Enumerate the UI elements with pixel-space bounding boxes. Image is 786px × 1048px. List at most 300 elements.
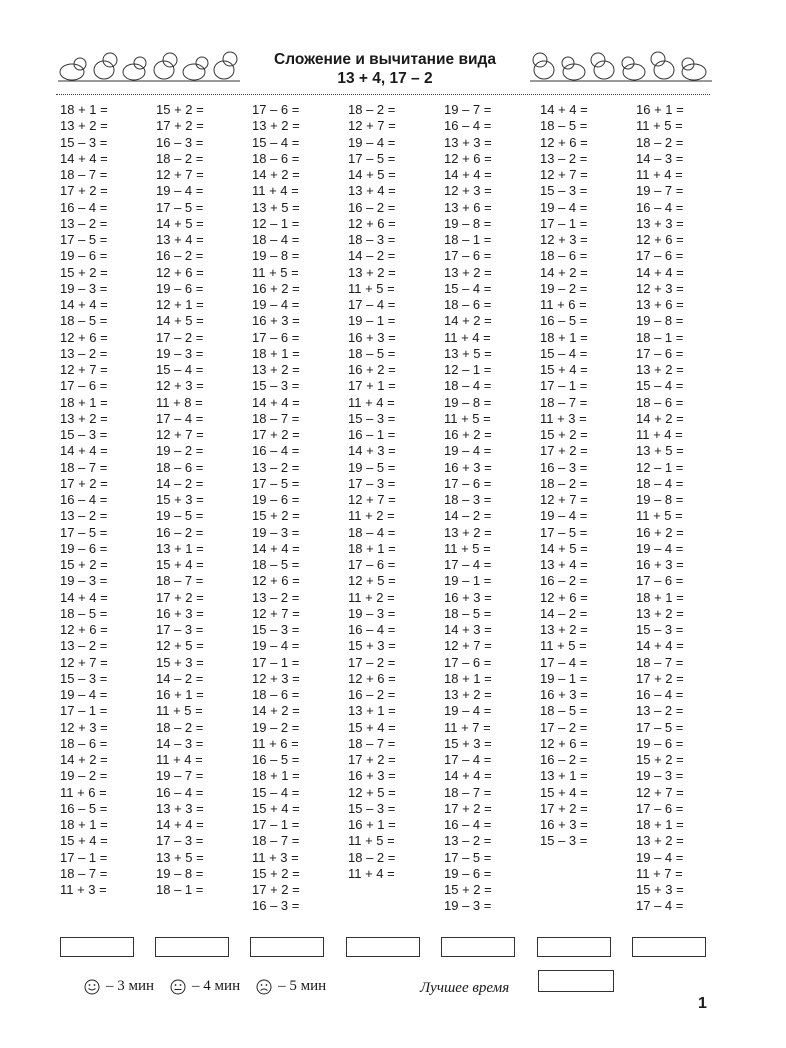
exercise-item: 17 – 6 = [444, 248, 492, 264]
exercise-column [252, 102, 348, 915]
exercise-item: 11 + 5 = [252, 264, 299, 280]
exercise-column [348, 102, 444, 915]
exercise-item: 15 + 2 = [252, 508, 300, 524]
exercise-item: 18 – 5 = [444, 605, 492, 621]
exercise-item: 12 + 6 = [252, 573, 300, 589]
exercise-item: 18 – 4 = [252, 232, 300, 247]
exercise-item: 17 – 5 = [540, 524, 588, 540]
exercise-item: 17 – 1 = [60, 703, 108, 719]
exercise-item: 19 – 6 = [60, 540, 108, 556]
exercise-item: 12 + 1 = [156, 297, 204, 312]
exercise-item: 13 + 2 = [444, 687, 492, 702]
sad-face-icon [256, 979, 272, 995]
exercise-item: 11 + 2 = [348, 508, 395, 524]
legend-text: – 4 мин [192, 978, 241, 994]
exercise-item: 13 – 2 = [252, 459, 300, 475]
exercise-item: 13 – 2 = [60, 345, 108, 361]
exercise-item: 18 – 2 = [348, 849, 396, 865]
score-box[interactable] [537, 937, 611, 957]
exercise-item: 19 – 3 = [252, 524, 300, 540]
cartoon-animals-border-icon [56, 48, 242, 84]
exercise-item: 16 – 2 = [348, 687, 396, 702]
exercise-item: 13 + 1 = [348, 703, 396, 719]
exercise-item: 19 – 2 = [60, 768, 108, 784]
exercise-item: 14 + 2 = [540, 264, 588, 280]
exercise-item: 13 – 2 = [60, 638, 108, 654]
exercise-item: 11 + 5 = [444, 540, 491, 556]
exercise-item: 18 – 1 = [156, 882, 204, 897]
exercise-item: 19 – 8 = [636, 492, 684, 507]
exercise-item: 16 – 4 = [156, 784, 204, 800]
exercise-item: 14 – 2 = [444, 508, 492, 524]
exercise-item: 18 – 3 = [348, 232, 396, 247]
exercise-item: 15 + 2 = [252, 865, 300, 881]
exercise-item: 19 – 6 = [636, 735, 684, 751]
exercise-item: 15 – 3 = [348, 410, 396, 426]
exercise-item: 11 + 4 = [444, 329, 491, 345]
exercise-item: 15 + 4 = [252, 800, 300, 816]
exercise-item: 14 + 4 = [444, 167, 492, 182]
exercise-item: 13 + 3 = [636, 215, 684, 231]
exercise-item: 13 + 2 = [636, 833, 684, 849]
exercise-item: 13 + 2 = [60, 118, 108, 134]
exercise-item: 12 – 1 = [636, 459, 684, 475]
exercise-item: 12 + 6 = [540, 134, 588, 150]
exercise-item: 12 + 7 = [444, 638, 492, 654]
exercise-item: 12 – 1 = [252, 215, 300, 231]
exercise-item: 12 + 5 = [156, 638, 204, 654]
exercise-item: 19 – 2 = [156, 443, 204, 459]
exercise-item: 17 + 2 = [252, 427, 300, 442]
cartoon-animals-border-icon [528, 48, 714, 84]
exercise-item: 13 + 4 = [348, 183, 396, 199]
exercise-item: 18 – 7 = [156, 573, 204, 589]
exercise-item: 17 – 1 = [540, 215, 588, 231]
exercise-item: 19 – 4 = [252, 297, 300, 312]
exercise-item: 16 – 3 = [540, 459, 588, 475]
exercise-item: 16 + 1 = [348, 817, 396, 832]
exercise-item: 17 + 2 = [60, 475, 108, 491]
exercise-item: 17 – 2 = [540, 719, 588, 735]
exercise-item: 17 + 1 = [348, 378, 396, 394]
exercise-item: 12 + 7 = [252, 605, 300, 621]
exercise-item: 18 – 5 = [540, 703, 588, 719]
exercise-item: 13 + 5 = [156, 849, 204, 865]
page-number: 1 [698, 995, 707, 1012]
exercise-item: 11 + 2 = [348, 589, 395, 605]
exercise-item: 15 + 3 = [348, 638, 396, 654]
exercise-item: 16 – 2 = [156, 248, 204, 264]
exercise-item: 17 – 5 = [156, 199, 204, 215]
exercise-item: 13 + 4 = [156, 232, 204, 247]
exercise-item: 13 + 2 = [444, 524, 492, 540]
exercise-item: 11 + 5 = [636, 118, 683, 134]
exercise-item: 12 + 7 = [540, 492, 588, 507]
exercise-item: 19 – 2 = [252, 719, 300, 735]
exercise-item: 18 – 2 = [156, 719, 204, 735]
exercise-item: 17 + 2 = [156, 589, 204, 605]
exercise-item: 18 + 1 = [252, 768, 300, 784]
exercise-item: 15 + 3 = [444, 735, 492, 751]
exercise-item: 19 – 3 = [60, 573, 108, 589]
exercise-item: 18 – 4 = [636, 475, 684, 491]
exercise-item: 19 – 4 = [444, 703, 492, 719]
exercise-item: 11 + 6 = [60, 784, 107, 800]
exercise-item: 12 + 3 = [60, 719, 108, 735]
exercise-item: 19 – 5 = [156, 508, 204, 524]
exercise-item: 14 + 5 = [156, 215, 204, 231]
exercise-item: 17 – 1 = [540, 378, 588, 394]
exercise-item: 18 + 1 = [348, 540, 396, 556]
exercise-item: 16 + 3 = [348, 768, 396, 784]
exercise-item: 19 – 8 = [444, 394, 492, 410]
exercise-item: 16 – 1 = [348, 427, 396, 442]
exercise-item: 18 – 4 = [348, 524, 396, 540]
exercise-item: 18 – 7 = [540, 394, 588, 410]
exercise-item: 17 – 2 = [156, 329, 204, 345]
exercise-item: 15 – 3 = [252, 622, 300, 637]
exercise-item: 11 + 6 = [252, 735, 299, 751]
exercise-item: 15 – 4 = [252, 134, 300, 150]
exercise-item: 18 – 5 = [540, 118, 588, 134]
exercise-item: 13 – 2 = [636, 703, 684, 719]
exercise-item: 14 + 4 = [636, 638, 684, 654]
exercise-item: 18 – 7 = [252, 410, 300, 426]
exercise-item: 19 – 1 = [540, 670, 588, 686]
exercise-item: 19 – 4 = [636, 540, 684, 556]
exercise-item: 16 – 5 = [60, 800, 108, 816]
exercise-item: 18 – 2 = [348, 102, 396, 117]
exercise-item: 16 – 4 = [444, 118, 492, 134]
exercise-item: 14 + 4 = [60, 150, 108, 166]
score-box[interactable] [441, 937, 515, 957]
page-header [0, 40, 786, 96]
exercise-item: 16 – 4 = [60, 199, 108, 215]
exercise-item: 12 + 5 = [348, 784, 396, 800]
exercise-item: 19 – 4 = [540, 508, 588, 524]
exercise-item: 17 + 2 = [252, 882, 300, 897]
exercise-item: 17 – 1 = [60, 849, 108, 865]
score-box[interactable] [155, 937, 229, 957]
exercise-item: 11 + 5 = [156, 703, 203, 719]
exercise-item: 19 – 1 = [348, 313, 396, 329]
exercise-item: 17 – 1 = [252, 654, 300, 670]
exercise-item: 17 – 1 = [252, 817, 300, 832]
exercise-item: 11 + 7 = [636, 865, 683, 881]
exercise-item: 19 – 6 = [444, 865, 492, 881]
exercise-column [156, 102, 252, 915]
exercise-item: 11 + 5 = [348, 833, 395, 849]
exercise-item: 17 + 2 = [636, 670, 684, 686]
exercise-item: 14 – 3 = [636, 150, 684, 166]
exercise-item: 12 + 3 = [540, 232, 588, 247]
exercise-item: 19 – 6 = [60, 248, 108, 264]
exercise-item: 15 + 4 = [60, 833, 108, 849]
exercise-item: 11 + 5 = [348, 280, 395, 296]
exercise-item: 15 + 2 = [540, 427, 588, 442]
exercise-item: 15 – 4 = [444, 280, 492, 296]
best-time-label: Лучшее время [420, 980, 510, 996]
exercise-item: 17 – 6 = [348, 557, 396, 572]
exercise-item: 12 + 7 = [348, 492, 396, 507]
exercise-item: 15 – 3 = [636, 622, 684, 637]
exercise-item: 19 – 8 = [636, 313, 684, 329]
exercise-item: 17 – 6 = [636, 345, 684, 361]
exercise-item: 15 – 4 = [540, 345, 588, 361]
legend-text: – 5 мин [278, 978, 327, 994]
exercise-item: 12 + 6 = [156, 264, 204, 280]
exercise-item: 18 – 1 = [444, 232, 492, 247]
exercise-item: 13 + 4 = [540, 557, 588, 572]
score-box[interactable] [346, 937, 420, 957]
exercise-item: 15 + 2 = [60, 264, 108, 280]
exercise-item: 12 + 6 = [540, 589, 588, 605]
exercise-item: 12 + 6 = [636, 232, 684, 247]
exercise-item: 13 – 2 = [60, 215, 108, 231]
exercise-item: 15 + 4 = [540, 362, 588, 377]
exercise-item: 11 + 3 = [252, 849, 299, 865]
exercise-item: 18 – 2 = [636, 134, 684, 150]
exercise-item: 17 – 5 = [444, 849, 492, 865]
exercise-item: 18 – 7 = [60, 865, 108, 881]
exercise-item: 11 + 3 = [60, 882, 107, 897]
exercise-grid [60, 102, 710, 915]
exercise-item: 18 + 1 = [636, 817, 684, 832]
score-box[interactable] [250, 937, 324, 957]
exercise-item: 12 + 6 = [348, 215, 396, 231]
exercise-item: 17 – 4 = [444, 557, 492, 572]
exercise-item: 16 + 2 = [348, 362, 396, 377]
exercise-item: 16 + 3 = [348, 329, 396, 345]
exercise-item: 19 – 3 = [348, 605, 396, 621]
exercise-item: 17 – 5 = [60, 524, 108, 540]
exercise-item: 11 + 4 = [636, 167, 683, 182]
exercise-item: 17 – 3 = [156, 833, 204, 849]
exercise-item: 18 + 1 = [60, 394, 108, 410]
legend-item [84, 978, 154, 995]
exercise-item: 11 + 8 = [156, 394, 203, 410]
exercise-item: 12 + 7 = [156, 167, 204, 182]
exercise-item: 18 – 7 = [60, 167, 108, 182]
exercise-item: 15 + 2 = [444, 882, 492, 897]
exercise-item: 11 + 4 = [348, 394, 395, 410]
exercise-item: 19 – 3 = [156, 345, 204, 361]
exercise-item: 17 – 6 = [444, 475, 492, 491]
exercise-item: 15 + 3 = [156, 654, 204, 670]
exercise-item: 14 + 2 = [252, 703, 300, 719]
exercise-item: 13 – 2 = [540, 150, 588, 166]
exercise-item: 11 + 6 = [540, 297, 587, 312]
exercise-item: 15 – 3 = [540, 833, 588, 849]
exercise-item: 17 – 5 = [636, 719, 684, 735]
exercise-item: 19 – 2 = [540, 280, 588, 296]
exercise-item: 14 + 3 = [348, 443, 396, 459]
exercise-item: 11 + 3 = [540, 410, 587, 426]
exercise-item: 14 + 4 = [60, 297, 108, 312]
exercise-item: 18 – 6 = [636, 394, 684, 410]
exercise-item: 13 + 3 = [156, 800, 204, 816]
exercise-item: 14 + 4 = [252, 394, 300, 410]
exercise-item: 15 – 4 = [156, 362, 204, 377]
exercise-item: 16 + 2 = [636, 524, 684, 540]
exercise-item: 16 – 2 = [348, 199, 396, 215]
exercise-item: 14 + 5 = [540, 540, 588, 556]
exercise-item: 12 + 3 = [252, 670, 300, 686]
exercise-item: 17 – 5 = [60, 232, 108, 247]
exercise-item: 19 – 4 = [540, 199, 588, 215]
exercise-item: 17 – 4 = [444, 752, 492, 767]
title-line-2: 13 + 4, 17 – 2 [337, 70, 433, 87]
dotted-divider [56, 94, 710, 95]
exercise-item: 16 + 3 = [540, 687, 588, 702]
exercise-item: 15 + 2 = [156, 102, 204, 117]
exercise-item: 19 – 3 = [60, 280, 108, 296]
exercise-item: 17 – 6 = [252, 329, 300, 345]
exercise-item: 16 + 1 = [156, 687, 204, 702]
exercise-item: 16 – 4 = [636, 687, 684, 702]
exercise-item: 16 – 3 = [252, 898, 300, 914]
exercise-item: 11 + 5 = [444, 410, 491, 426]
exercise-item: 15 + 4 = [540, 784, 588, 800]
exercise-item: 17 – 4 = [348, 297, 396, 312]
neutral-face-icon [170, 979, 186, 995]
exercise-item: 19 – 4 = [444, 443, 492, 459]
exercise-item: 11 + 5 = [636, 508, 683, 524]
exercise-item: 13 + 2 = [252, 362, 300, 377]
exercise-item: 16 – 5 = [252, 752, 300, 767]
exercise-item: 13 + 2 = [636, 362, 684, 377]
exercise-item: 18 – 2 = [540, 475, 588, 491]
exercise-item: 17 – 6 = [636, 248, 684, 264]
exercise-item: 18 + 1 = [540, 329, 588, 345]
exercise-item: 15 – 3 = [252, 378, 300, 394]
exercise-item: 15 + 2 = [60, 557, 108, 572]
exercise-item: 12 + 6 = [60, 329, 108, 345]
exercise-item: 13 + 2 = [636, 605, 684, 621]
exercise-item: 17 – 6 = [636, 800, 684, 816]
best-time-box[interactable] [538, 970, 614, 992]
exercise-item: 11 + 7 = [444, 719, 491, 735]
exercise-item: 19 – 4 = [252, 638, 300, 654]
exercise-item: 18 + 1 = [60, 817, 108, 832]
exercise-item: 15 + 4 = [156, 557, 204, 572]
exercise-item: 12 + 7 = [156, 427, 204, 442]
exercise-item: 14 – 2 = [156, 475, 204, 491]
exercise-item: 13 – 2 = [252, 589, 300, 605]
exercise-item: 17 – 4 = [156, 410, 204, 426]
exercise-item: 15 + 4 = [348, 719, 396, 735]
exercise-item: 14 – 2 = [156, 670, 204, 686]
exercise-item: 12 + 6 = [540, 735, 588, 751]
exercise-item: 14 – 2 = [540, 605, 588, 621]
exercise-item: 13 + 6 = [636, 297, 684, 312]
exercise-item: 19 – 6 = [252, 492, 300, 507]
exercise-column [636, 102, 732, 915]
exercise-item: 19 – 7 = [156, 768, 204, 784]
exercise-item: 12 + 3 = [156, 378, 204, 394]
exercise-item: 14 – 2 = [348, 248, 396, 264]
exercise-column [60, 102, 156, 915]
exercise-item: 18 – 4 = [444, 378, 492, 394]
exercise-item: 12 + 7 = [60, 362, 108, 377]
exercise-item: 18 – 3 = [444, 492, 492, 507]
exercise-item: 18 – 6 = [156, 459, 204, 475]
exercise-item: 17 – 5 = [348, 150, 396, 166]
legend-item [170, 978, 240, 995]
exercise-item: 19 – 3 = [636, 768, 684, 784]
exercise-item: 13 + 5 = [444, 345, 492, 361]
exercise-item: 16 + 2 = [444, 427, 492, 442]
exercise-item: 12 + 7 = [60, 654, 108, 670]
title-line-1: Сложение и вычитание вида [274, 51, 496, 68]
exercise-item: 18 – 6 = [540, 248, 588, 264]
exercise-item: 18 – 1 = [636, 329, 684, 345]
page-title [240, 50, 530, 88]
exercise-item: 14 + 4 = [540, 102, 588, 117]
exercise-item: 13 – 2 = [444, 833, 492, 849]
exercise-item: 14 + 2 = [60, 752, 108, 767]
score-box[interactable] [632, 937, 706, 957]
exercise-item: 16 – 5 = [540, 313, 588, 329]
exercise-item: 16 – 2 = [540, 752, 588, 767]
exercise-item: 12 + 6 = [348, 670, 396, 686]
exercise-item: 16 – 4 = [252, 443, 300, 459]
exercise-item: 17 + 2 = [348, 752, 396, 767]
exercise-item: 14 – 3 = [156, 735, 204, 751]
exercise-item: 19 – 1 = [444, 573, 492, 589]
exercise-column [444, 102, 540, 915]
exercise-item: 17 – 2 = [348, 654, 396, 670]
exercise-item: 13 + 2 = [252, 118, 300, 134]
exercise-item: 13 – 2 = [60, 508, 108, 524]
exercise-item: 19 – 7 = [444, 102, 492, 117]
exercise-item: 19 – 4 = [156, 183, 204, 199]
time-legend [84, 978, 342, 995]
exercise-item: 15 – 4 = [252, 784, 300, 800]
exercise-item: 16 – 2 = [156, 524, 204, 540]
exercise-item: 14 + 4 = [60, 589, 108, 605]
exercise-item: 19 – 5 = [348, 459, 396, 475]
exercise-item: 16 + 3 = [636, 557, 684, 572]
exercise-item: 16 + 3 = [444, 589, 492, 605]
exercise-item: 19 – 8 = [156, 865, 204, 881]
exercise-item: 17 – 6 = [636, 573, 684, 589]
exercise-item: 14 + 2 = [636, 410, 684, 426]
exercise-item: 18 – 6 = [444, 297, 492, 312]
exercise-item: 14 + 5 = [156, 313, 204, 329]
exercise-item: 12 + 3 = [636, 280, 684, 296]
exercise-item: 13 + 2 = [348, 264, 396, 280]
exercise-item: 16 + 1 = [636, 102, 684, 117]
exercise-item: 15 + 3 = [636, 882, 684, 897]
exercise-item: 17 – 3 = [156, 622, 204, 637]
exercise-item: 19 – 4 = [636, 849, 684, 865]
exercise-item: 13 + 1 = [540, 768, 588, 784]
exercise-item: 16 – 4 = [444, 817, 492, 832]
exercise-item: 16 – 4 = [348, 622, 396, 637]
exercise-item: 17 + 2 = [156, 118, 204, 134]
exercise-item: 16 + 3 = [156, 605, 204, 621]
exercise-item: 16 – 3 = [156, 134, 204, 150]
exercise-item: 14 + 4 = [252, 540, 300, 556]
exercise-item: 12 + 7 = [348, 118, 396, 134]
exercise-item: 19 – 3 = [444, 898, 492, 914]
exercise-item: 11 + 4 = [348, 865, 395, 881]
exercise-item: 18 + 1 = [252, 345, 300, 361]
legend-text: – 3 мин [106, 978, 155, 994]
exercise-item: 14 + 3 = [444, 622, 492, 637]
score-box[interactable] [60, 937, 134, 957]
